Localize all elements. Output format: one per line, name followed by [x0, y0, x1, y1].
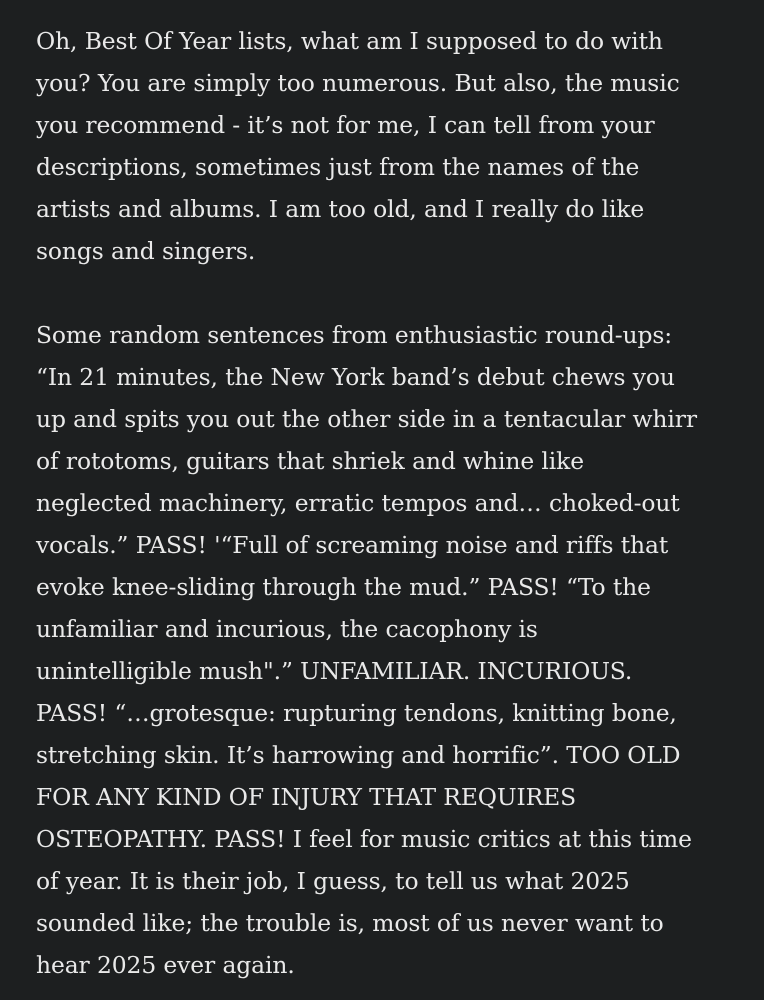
text-line: Oh, Best Of Year lists, what am I supposed to do with: [36, 27, 663, 55]
text-line: OSTEOPATHY. PASS! I feel for music critics at this time: [36, 825, 692, 853]
text-line: stretching skin. It’s harrowing and horrific”. TOO OLD: [36, 741, 681, 769]
text-line: unfamiliar and incurious, the cacophony is: [36, 615, 538, 643]
text-line: unintelligible mush".” UNFAMILIAR. INCURIOUS.: [36, 657, 633, 685]
text-line: up and spits you out the other side in a tentacular whirr: [36, 405, 697, 433]
paragraph-gap: [36, 272, 740, 314]
text-line: “In 21 minutes, the New York band’s debut chews you: [36, 363, 675, 391]
text-line: of year. It is their job, I guess, to tell us what 2025: [36, 867, 630, 895]
paragraph-roundups: [36, 314, 740, 986]
text-line: sounded like; the trouble is, most of us never want to: [36, 909, 664, 937]
text-line: songs and singers.: [36, 237, 256, 265]
text-line: artists and albums. I am too old, and I really do like: [36, 195, 645, 223]
text-line: evoke knee-sliding through the mud.” PASS! “To the: [36, 573, 651, 601]
text-line: PASS! “…grotesque: rupturing tendons, knitting bone,: [36, 699, 677, 727]
text-line: neglected machinery, erratic tempos and… choked-out: [36, 489, 680, 517]
text-line: Some random sentences from enthusiastic round-ups:: [36, 321, 673, 349]
text-line: you recommend - it’s not for me, I can tell from your: [36, 111, 655, 139]
paragraph-intro: [36, 20, 740, 272]
text-line: FOR ANY KIND OF INJURY THAT REQUIRES: [36, 783, 577, 811]
text-line: hear 2025 ever again.: [36, 951, 295, 979]
text-line: vocals.” PASS! '“Full of screaming noise and riffs that: [36, 531, 669, 559]
text-line: descriptions, sometimes just from the names of the: [36, 153, 640, 181]
text-line: of rototoms, guitars that shriek and whine like: [36, 447, 584, 475]
text-line: you? You are simply too numerous. But also, the music: [36, 69, 680, 97]
